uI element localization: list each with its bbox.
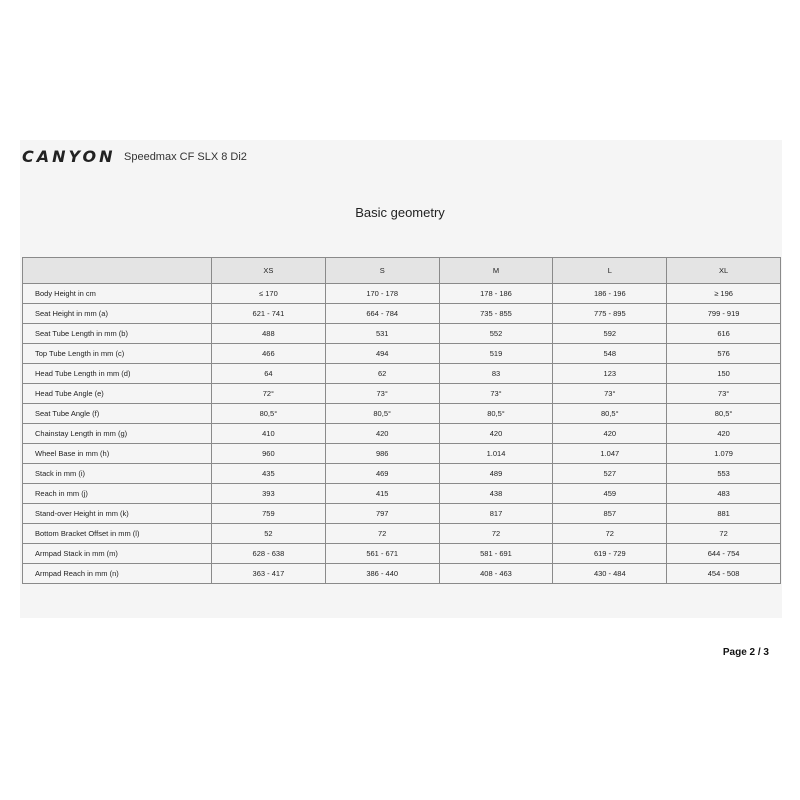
table-cell: 469	[325, 464, 439, 484]
table-cell: 616	[667, 324, 781, 344]
table-cell: 1.014	[439, 444, 553, 464]
table-cell: 363 - 417	[212, 564, 326, 584]
table-cell: 735 - 855	[439, 304, 553, 324]
size-header-xs: XS	[212, 258, 326, 284]
table-row	[23, 544, 781, 564]
size-header-xl: XL	[667, 258, 781, 284]
table-row	[23, 464, 781, 484]
row-label: Seat Height in mm (a)	[23, 304, 212, 324]
table-cell: 664 - 784	[325, 304, 439, 324]
table-cell: 420	[439, 424, 553, 444]
row-label: Armpad Reach in mm (n)	[23, 564, 212, 584]
table-cell: 454 - 508	[667, 564, 781, 584]
table-cell: 80,5°	[553, 404, 667, 424]
table-cell: 73°	[667, 384, 781, 404]
table-row	[23, 524, 781, 544]
table-cell: 415	[325, 484, 439, 504]
table-header	[23, 258, 781, 284]
row-label: Chainstay Length in mm (g)	[23, 424, 212, 444]
corner-cell	[23, 258, 212, 284]
table-row	[23, 564, 781, 584]
row-label: Stack in mm (i)	[23, 464, 212, 484]
table-cell: 797	[325, 504, 439, 524]
table-cell: 592	[553, 324, 667, 344]
table-cell: 466	[212, 344, 326, 364]
table-cell: 150	[667, 364, 781, 384]
table-cell: 438	[439, 484, 553, 504]
size-header-s: S	[325, 258, 439, 284]
table-cell: 619 - 729	[553, 544, 667, 564]
table-cell: 799 - 919	[667, 304, 781, 324]
table-cell: 553	[667, 464, 781, 484]
table-cell: 170 - 178	[325, 284, 439, 304]
table-cell: 186 - 196	[553, 284, 667, 304]
table-cell: 73°	[325, 384, 439, 404]
row-label: Wheel Base in mm (h)	[23, 444, 212, 464]
table-cell: 489	[439, 464, 553, 484]
table-cell: 72	[667, 524, 781, 544]
table-cell: 73°	[553, 384, 667, 404]
table-cell: 393	[212, 484, 326, 504]
table-cell: 386 - 440	[325, 564, 439, 584]
table-cell: 1.079	[667, 444, 781, 464]
table-cell: 435	[212, 464, 326, 484]
row-label: Seat Tube Angle (f)	[23, 404, 212, 424]
table-cell: 759	[212, 504, 326, 524]
brand-logo: CANYON	[22, 147, 116, 166]
table-cell: 430 - 484	[553, 564, 667, 584]
table-row	[23, 384, 781, 404]
table-row	[23, 364, 781, 384]
row-label: Seat Tube Length in mm (b)	[23, 324, 212, 344]
table-cell: 459	[553, 484, 667, 504]
table-cell: 72°	[212, 384, 326, 404]
table-cell: 62	[325, 364, 439, 384]
table-cell: 519	[439, 344, 553, 364]
table-row	[23, 404, 781, 424]
table-row	[23, 344, 781, 364]
row-label: Head Tube Length in mm (d)	[23, 364, 212, 384]
row-label: Stand-over Height in mm (k)	[23, 504, 212, 524]
table-cell: 52	[212, 524, 326, 544]
table-cell: 80,5°	[325, 404, 439, 424]
page-number: Page 2 / 3	[722, 647, 769, 658]
table-cell: 420	[325, 424, 439, 444]
table-cell: 531	[325, 324, 439, 344]
size-header-m: M	[439, 258, 553, 284]
table-cell: 483	[667, 484, 781, 504]
table-cell: 123	[553, 364, 667, 384]
table-cell: 64	[212, 364, 326, 384]
table-cell: 80,5°	[212, 404, 326, 424]
table-cell: 410	[212, 424, 326, 444]
table-cell: 581 - 691	[439, 544, 553, 564]
table-cell: 420	[667, 424, 781, 444]
table-cell: 178 - 186	[439, 284, 553, 304]
table-cell: 628 - 638	[212, 544, 326, 564]
table-cell: 408 - 463	[439, 564, 553, 584]
table-row	[23, 484, 781, 504]
table-row	[23, 304, 781, 324]
table-cell: 72	[553, 524, 667, 544]
row-label: Body Height in cm	[23, 284, 212, 304]
table-cell: 857	[553, 504, 667, 524]
table-cell: 73°	[439, 384, 553, 404]
table-body	[23, 284, 781, 584]
table-row	[23, 424, 781, 444]
table-cell: 576	[667, 344, 781, 364]
table-row	[23, 284, 781, 304]
table-row	[23, 324, 781, 344]
table-cell: 527	[553, 464, 667, 484]
table-cell: 621 - 741	[212, 304, 326, 324]
table-cell: 83	[439, 364, 553, 384]
table-cell: 80,5°	[667, 404, 781, 424]
page-title: Basic geometry	[355, 205, 445, 220]
table-cell: 881	[667, 504, 781, 524]
row-label: Armpad Stack in mm (m)	[23, 544, 212, 564]
size-header-l: L	[553, 258, 667, 284]
model-name: Speedmax CF SLX 8 Di2	[124, 151, 247, 163]
table-cell: 552	[439, 324, 553, 344]
table-cell: 488	[212, 324, 326, 344]
table-cell: 644 - 754	[667, 544, 781, 564]
table-row	[23, 504, 781, 524]
table-cell: 420	[553, 424, 667, 444]
table-cell: 72	[439, 524, 553, 544]
row-label: Bottom Bracket Offset in mm (l)	[23, 524, 212, 544]
table-cell: ≤ 170	[212, 284, 326, 304]
table-cell: 960	[212, 444, 326, 464]
row-label: Top Tube Length in mm (c)	[23, 344, 212, 364]
row-label: Head Tube Angle (e)	[23, 384, 212, 404]
table-cell: 986	[325, 444, 439, 464]
geometry-table	[22, 257, 781, 584]
table-cell: 494	[325, 344, 439, 364]
row-label: Reach in mm (j)	[23, 484, 212, 504]
table-cell: ≥ 196	[667, 284, 781, 304]
table-cell: 80,5°	[439, 404, 553, 424]
table-cell: 1.047	[553, 444, 667, 464]
table-cell: 548	[553, 344, 667, 364]
table-cell: 775 - 895	[553, 304, 667, 324]
table-cell: 72	[325, 524, 439, 544]
header-row	[23, 258, 781, 284]
table-cell: 817	[439, 504, 553, 524]
table-cell: 561 - 671	[325, 544, 439, 564]
table-row	[23, 444, 781, 464]
